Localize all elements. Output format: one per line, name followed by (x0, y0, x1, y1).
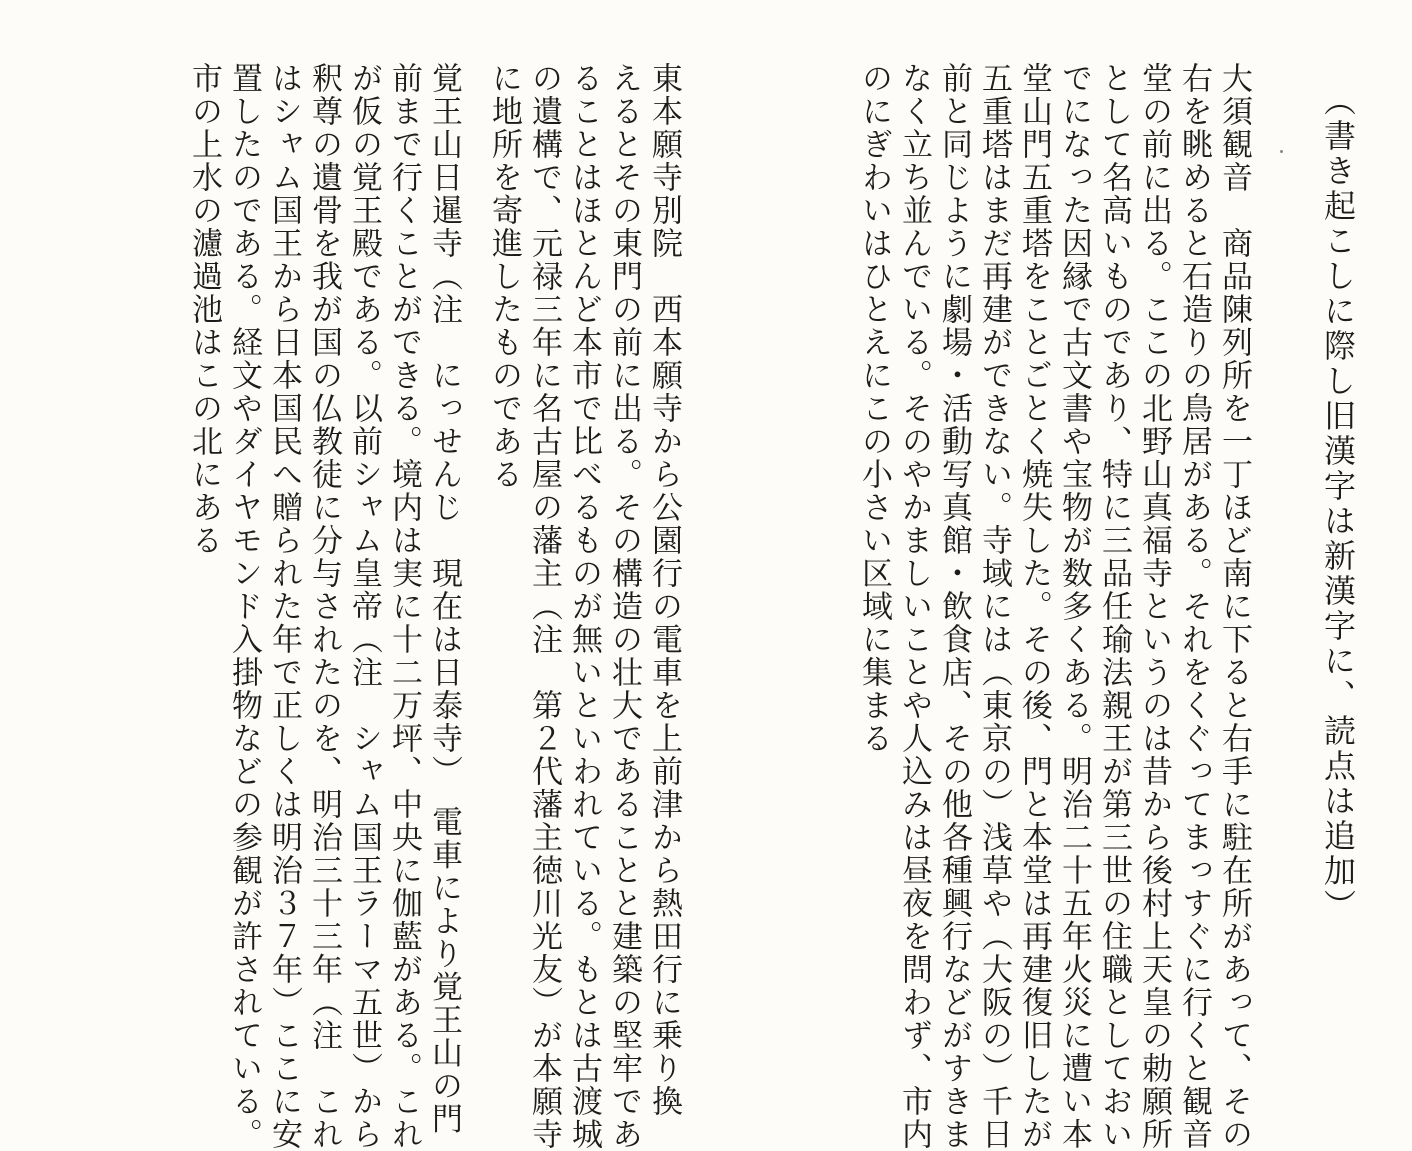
text-line: えるとその東門の前に出る。その構造の壮大であることと建築の堅牢であ (606, 62, 642, 1151)
text-line: 堂山門五重塔をことごとく焼失した。その後、門と本堂は再建復旧したが (1016, 62, 1052, 1151)
text-line: 大須観音 商品陳列所を一丁ほど南に下ると右手に駐在所があって、その (1216, 62, 1252, 1151)
text-line: でになった因縁で古文書や宝物が数多くある。明治二十五年火災に遭い本 (1056, 62, 1092, 1151)
text-line: 東本願寺別院 西本願寺から公園行の電車を上前津から熱田行に乗り換 (646, 62, 682, 1118)
scan-speck (1280, 150, 1283, 153)
text-line: 前と同じように劇場・活動写真館・飲食店、その他各種興行などがすきま (936, 62, 972, 1151)
text-line: 覚王山日暹寺（注 にっせんじ 現在は日泰寺） 電車により覚王山の門 (426, 62, 462, 1136)
text-line: なく立ち並んでいる。そのやかましいことや人込みは昼夜を問わず、市内 (896, 62, 932, 1151)
text-line: 堂の前に出る。ここの北野山真福寺というのは昔から後村上天皇の勅願所 (1136, 62, 1172, 1151)
section-kakuozan-nissenji (0, 62, 464, 1151)
text-line: ることはほとんど本市で比べるものが無いといわれている。もとは古渡城 (566, 62, 602, 1151)
text-line: のにぎわいはひとえにこの小さい区域に集まる (856, 62, 892, 755)
text-line: 置したのである。経文やダイヤモンド入掛物などの参観が許されている。 (226, 62, 262, 1151)
text-line: 市の上水の濾過池はこの北にある (186, 62, 222, 557)
text-line: として名高いものであり、特に三品任瑜法親王が第三世の住職としておい (1096, 62, 1132, 1151)
text-line: に地所を寄進したものである (486, 62, 522, 491)
text-line: 前まで行くことができる。境内は実に十二万坪、中央に伽藍がある。これ (386, 62, 422, 1151)
text-line: はシャム国王から日本国民へ贈られた年で正しくは明治３７年）ここに安 (266, 62, 302, 1151)
text-line: 右を眺めると石造りの鳥居がある。それをくぐってまっすぐに行くと観音 (1176, 62, 1212, 1151)
text-line: 釈尊の遺骨を我が国の仏教徒に分与されたのを、明治三十三年（注 これ (306, 62, 342, 1151)
transcription-note: （書き起こしに際し旧漢字は新漢字に、読点は追加） (1319, 84, 1357, 924)
text-line: 五重塔はまだ再建ができない。寺域には（東京の）浅草や（大阪の）千日 (976, 62, 1012, 1151)
text-line: が仮の覚王殿である。以前シャム皇帝（注 シャム国王ラーマ五世）から (346, 62, 382, 1151)
text-line: の遺構で、元禄三年に名古屋の藩主（注 第２代藩主徳川光友）が本願寺 (526, 62, 562, 1151)
